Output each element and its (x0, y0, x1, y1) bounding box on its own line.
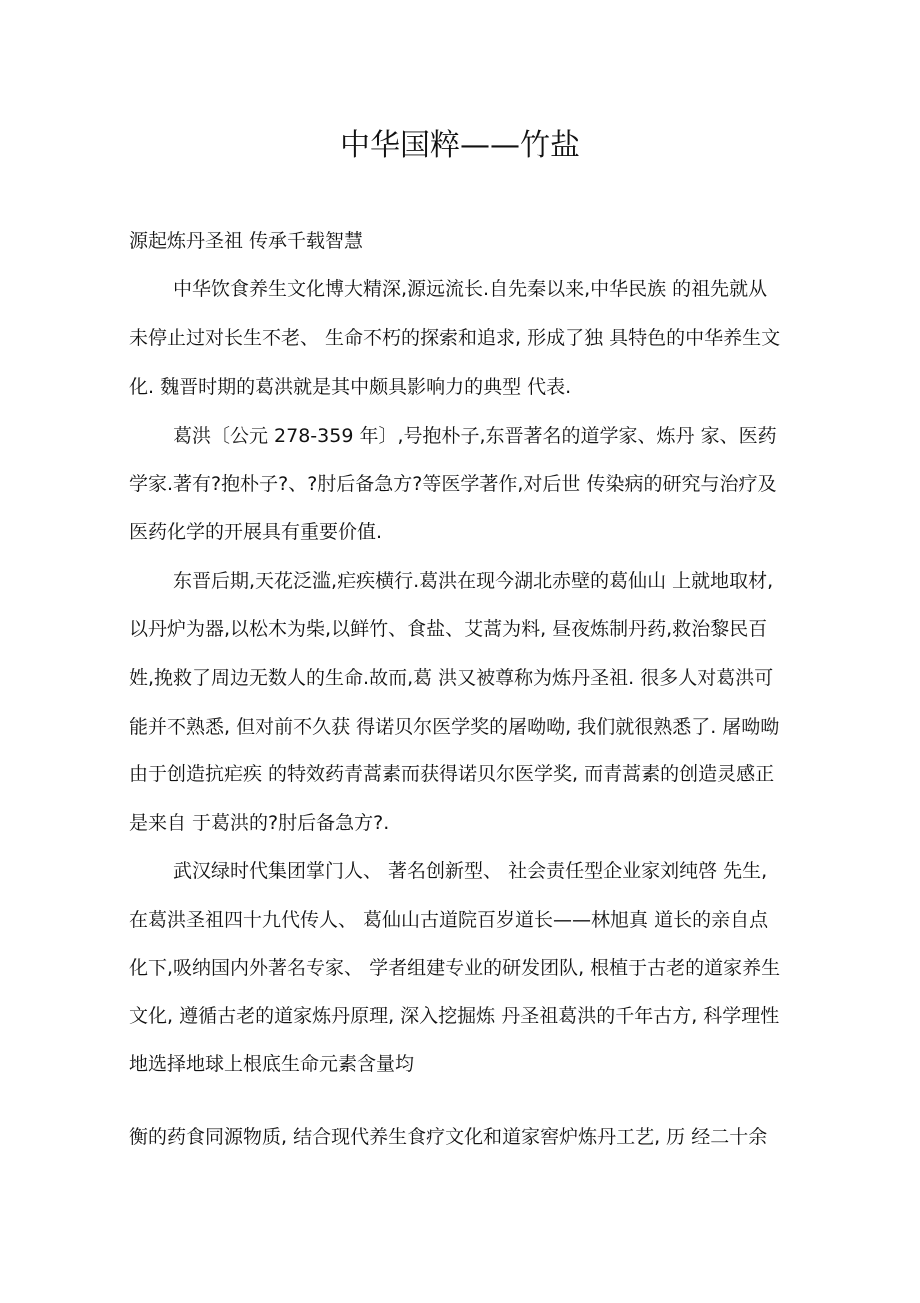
paragraph-2-line-3: 医药化学的开展具有重要价值. (129, 521, 383, 543)
section-subtitle: 源起炼丹圣祖 传承千载智慧 (129, 230, 364, 252)
paragraph-3-line-3: 姓,挽救了周边无数人的生命.故而,葛 洪又被尊称为炼丹圣祖. 很多人对葛洪可 (129, 667, 774, 689)
paragraph-4-line-5: 地选择地球上根底生命元素含量均 (129, 1053, 415, 1075)
paragraph-4-line-3: 化下,吸纳国内外著名专家、 学者组建专业的研发团队, 根植于古老的道家养生 (129, 957, 781, 979)
paragraph-4-line-4: 文化, 遵循古老的道家炼丹原理, 深入挖掘炼 丹圣祖葛洪的千年古方, 科学理性 (129, 1005, 780, 1027)
paragraph-1-line-2: 未停止过对长生不老、 生命不朽的探索和追求, 形成了独 具特色的中华养生文 (129, 327, 781, 349)
paragraph-3-line-6: 是来自 于葛洪的?肘后备急方?. (129, 812, 390, 834)
paragraph-2-line-2: 学家.著有?抱朴子?、?肘后备急方?等医学著作,对后世 传染病的研究与治疗及 (129, 473, 777, 495)
paragraph-3-line-4: 能并不熟悉, 但对前不久获 得诺贝尔医学奖的屠呦呦, 我们就很熟悉了. 屠呦呦 (129, 716, 780, 738)
paragraph-3-line-2: 以丹炉为器,以松木为柴,以鲜竹、食盐、艾蒿为料, 昼夜炼制丹药,救治黎民百 (129, 618, 768, 640)
paragraph-1-line-1: 中华饮食养生文化博大精深,源远流长.自先秦以来,中华民族 的祖先就从 (173, 278, 768, 300)
paragraph-4-line-1: 武汉绿时代集团掌门人、 著名创新型、 社会责任型企业家刘纯啓 先生, (173, 860, 768, 882)
paragraph-1-line-3: 化. 魏晋时期的葛洪就是其中颇具影响力的典型 代表. (129, 376, 572, 398)
paragraph-3-line-5: 由于创造抗疟疾 的特效药青蒿素而获得诺贝尔医学奖, 而青蒿素的创造灵感正 (129, 763, 775, 785)
paragraph-5-line-1: 衡的药食同源物质, 结合现代养生食疗文化和道家窖炉炼丹工艺, 历 经二十余 (129, 1126, 768, 1148)
document-title: 中华国粹——竹盐 (340, 128, 580, 163)
paragraph-2-line-1: 葛洪〔公元 278-359 年〕,号抱朴子,东晋著名的道学家、炼丹 家、医药 (173, 425, 777, 447)
paragraph-4-line-2: 在葛洪圣祖四十九代传人、 葛仙山古道院百岁道长——林旭真 道长的亲自点 (129, 909, 769, 931)
paragraph-3-line-1: 东晋后期,天花泛滥,疟疾横行.葛洪在现今湖北赤壁的葛仙山 上就地取材, (173, 570, 774, 592)
